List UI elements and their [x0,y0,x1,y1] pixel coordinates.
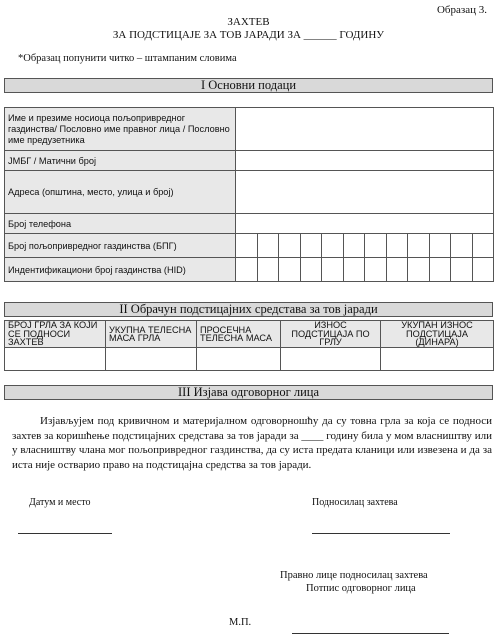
date-place-label: Датум и место [29,497,91,508]
holder-name-label: Име и презиме носиоца пољопривредног газдинства/ Пословно име правног лица / Пословно име предузетника [5,108,236,151]
address-field[interactable] [236,171,494,214]
hid-digit-box[interactable] [279,258,301,282]
hid-label: Индентификациони број газдинства (HID) [5,258,236,282]
subsidy-per-animal-field[interactable] [281,348,381,371]
jmbg-label: ЈМБГ / Матични број [5,151,236,171]
bpg-digit-box[interactable] [300,234,322,258]
hid-digit-box[interactable] [322,258,344,282]
jmbg-field[interactable] [236,151,494,171]
bpg-digit-box[interactable] [257,234,279,258]
hid-digit-box[interactable] [343,258,365,282]
responsible-signature-line[interactable] [292,633,449,634]
bpg-digit-box[interactable] [279,234,301,258]
total-mass-field[interactable] [106,348,197,371]
date-place-signature-line[interactable] [18,533,112,534]
col-head-average-mass: ПРОСЕЧНА ТЕЛЕСНА МАСА [197,321,281,348]
average-mass-field[interactable] [197,348,281,371]
bpg-digit-box[interactable] [429,234,451,258]
bpg-digit-box[interactable] [322,234,344,258]
bpg-digit-box[interactable] [386,234,408,258]
bpg-label: Број пољопривредног газдинства (БПГ) [5,234,236,258]
bpg-digit-box[interactable] [365,234,387,258]
applicant-label: Подносилац захтева [312,497,398,508]
hid-digit-box[interactable] [429,258,451,282]
hid-digit-box[interactable] [472,258,494,282]
animal-count-field[interactable] [5,348,106,371]
phone-field[interactable] [236,214,494,234]
phone-label: Број телефона [5,214,236,234]
holder-name-field[interactable] [236,108,494,151]
form-subtitle: ЗА ПОДСТИЦАЈЕ ЗА ТОВ ЈАРАДИ ЗА ______ ГОДИНУ [112,29,385,41]
form-title: ЗАХТЕВ [227,16,270,28]
farm-ids-table [4,233,494,282]
col-head-subsidy-per-animal: ИЗНОС ПОДСТИЦАЈА ПО ГРЛУ [281,321,381,348]
basic-data-table [4,107,494,234]
responsible-signature-label: Потпис одговорног лица [306,583,416,594]
form-number: Образац 3. [436,4,487,16]
col-head-animal-count: БРОЈ ГРЛА ЗА КОЈИ СЕ ПОДНОСИ ЗАХТЕВ [5,321,106,348]
declaration-text: Изјављујем под кривичном и материјалном одговорношћу да су товна грла за која се подноси захтев за коришћење подстицајних средстава за тов јаради за ____ годину била у мом власништву или у власништву члана мог пољопривредног газдинства, да су иста предата кланици или извезена и да за иста није остварио право на подстицајна средства за тов јаради. [12,415,492,471]
hid-digit-box[interactable] [451,258,473,282]
bpg-digit-box[interactable] [451,234,473,258]
section-calculation-title: II Обрачун подстицајних средстава за тов јаради [4,302,493,317]
legal-entity-label: Правно лице подносилац захтева [280,570,428,581]
hid-digit-box[interactable] [408,258,430,282]
hid-digit-box[interactable] [300,258,322,282]
bpg-digit-box[interactable] [408,234,430,258]
section-basic-data-title: I Основни подаци [4,78,493,93]
section-declaration-title: III Изјава одговорног лица [4,385,493,400]
address-label: Адреса (општина, место, улица и број) [5,171,236,214]
bpg-digit-box[interactable] [236,234,258,258]
calculation-table [4,320,494,371]
hid-digit-box[interactable] [236,258,258,282]
fill-instruction-note: *Образац попунити читко – штампаним словима [18,53,237,64]
col-head-total-mass: УКУПНА ТЕЛЕСНА МАСА ГРЛА [106,321,197,348]
hid-digit-box[interactable] [257,258,279,282]
bpg-digit-box[interactable] [472,234,494,258]
hid-digit-box[interactable] [386,258,408,282]
total-subsidy-field[interactable] [381,348,494,371]
bpg-digit-box[interactable] [343,234,365,258]
stamp-label: М.П. [229,617,252,628]
applicant-signature-line[interactable] [312,533,450,534]
hid-digit-box[interactable] [365,258,387,282]
col-head-total-subsidy: УКУПАН ИЗНОС ПОДСТИЦАЈА (ДИНАРА) [381,321,494,348]
